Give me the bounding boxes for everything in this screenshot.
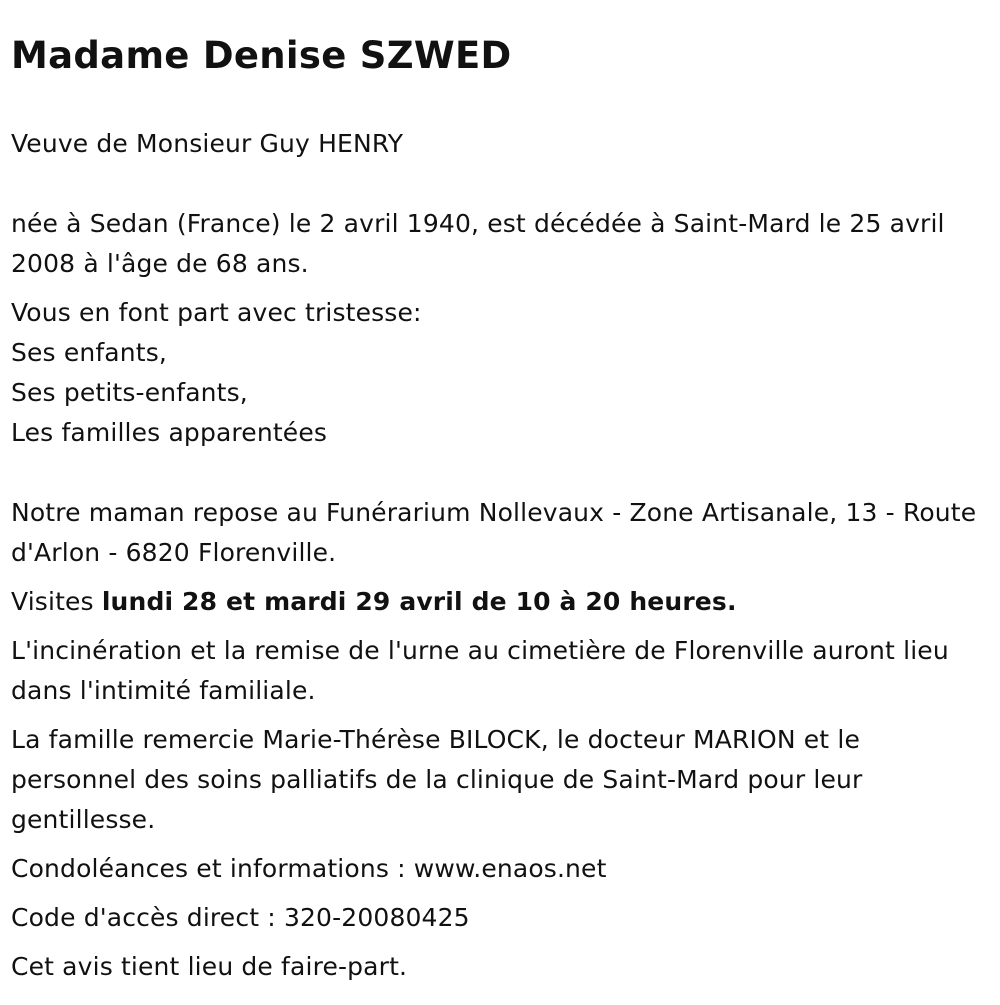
visits-schedule: lundi 28 et mardi 29 avril de 10 à 20 heures. — [101, 587, 737, 616]
cremation-text: L'incinération et la remise de l'urne au cimetière de Florenville auront lieu dans l'intimité familiale. — [11, 636, 949, 705]
rest-location-text: Notre maman repose au Funérarium Nollevaux - Zone Artisanale, 13 - Route d'Arlon - 6820 Florenville. — [11, 498, 977, 567]
announcer-families: Les familles apparentées — [11, 418, 328, 447]
announcement-block — [11, 293, 991, 453]
spouse-line: Veuve de Monsieur Guy HENRY — [11, 129, 404, 158]
birth-death-text: née à Sedan (France) le 2 avril 1940, est décédée à Saint-Mard le 25 avril 2008 à l'âge de 68 ans. — [11, 209, 945, 278]
thanks-text: La famille remercie Marie-Thérèse BILOCK, le docteur MARION et le personnel des soins palliatifs de la clinique de Saint-Mard pour leur gentillesse. — [11, 725, 863, 834]
obituary-notice — [11, 30, 991, 987]
closing-text: Cet avis tient lieu de faire-part. — [11, 952, 408, 981]
announcer-grandchildren: Ses petits-enfants, — [11, 378, 248, 407]
notice-title: Madame Denise SZWED — [11, 34, 512, 77]
visits-text — [11, 582, 991, 622]
announcer-children: Ses enfants, — [11, 338, 167, 367]
access-code-text: Code d'accès direct : 320-20080425 — [11, 903, 470, 932]
visits-prefix: Visites — [11, 587, 102, 616]
announce-intro: Vous en font part avec tristesse: — [11, 298, 422, 327]
condolences-text: Condoléances et informations : www.enaos.net — [11, 854, 607, 883]
